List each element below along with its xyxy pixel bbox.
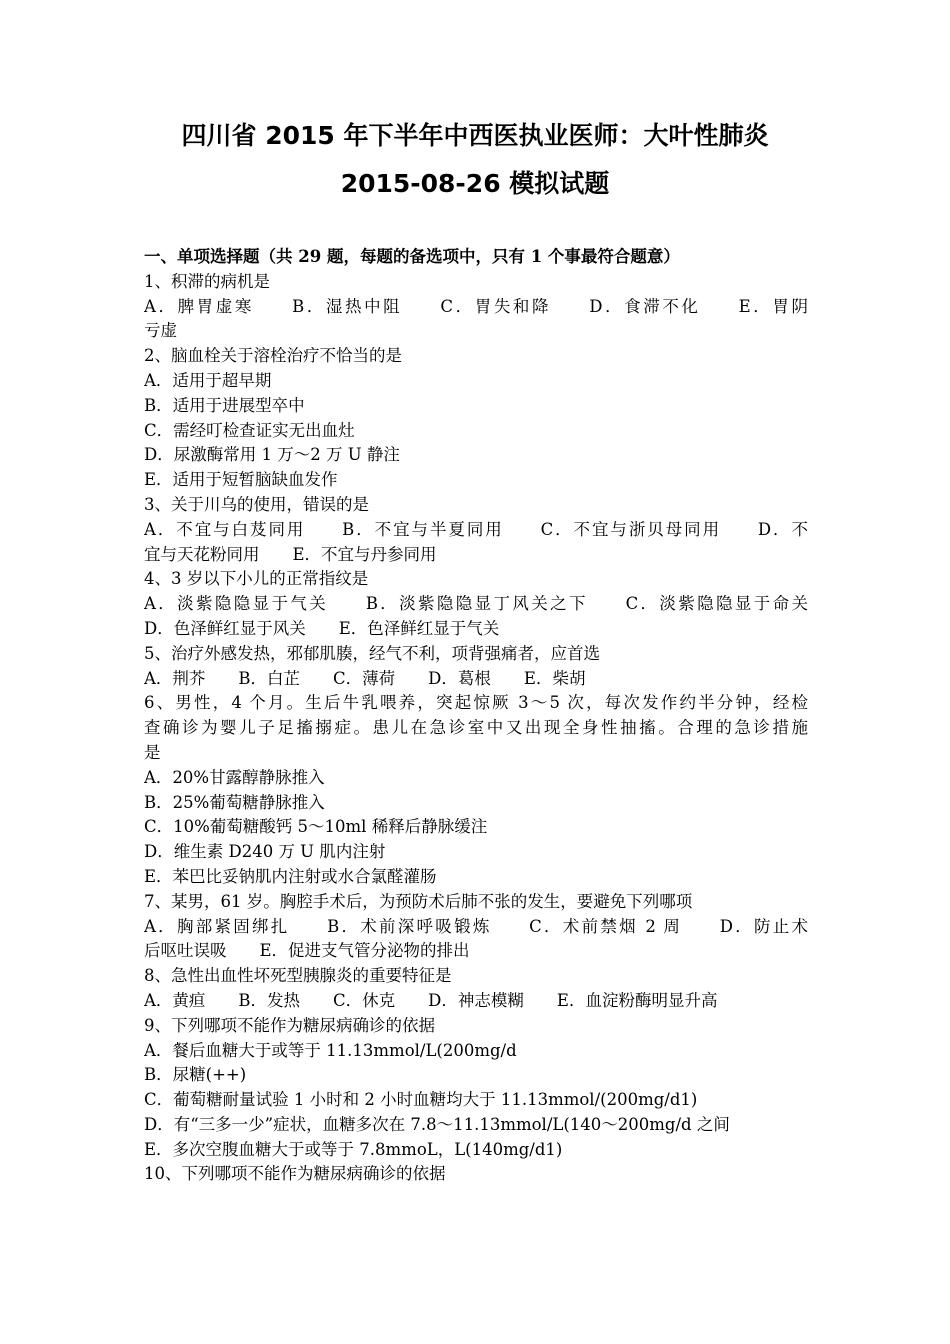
question-stem: 是 xyxy=(144,742,161,762)
question xyxy=(144,964,808,1014)
question-option: A．适用于超早期 xyxy=(144,370,272,390)
question xyxy=(144,1162,808,1187)
question-stem: 6、男性，4 个月。生后牛乳喂养，突起惊厥 3～5 次，每次发作约半分钟，经检 xyxy=(144,693,808,713)
question-stem: 2、脑血栓关于溶栓治疗不恰当的是 xyxy=(144,346,402,366)
question-option: B．25%葡萄糖静脉推入 xyxy=(144,792,325,812)
question-stem: 1、积滞的病机是 xyxy=(144,271,270,291)
question xyxy=(144,1014,808,1163)
question-option: A．不宜与白芨同用 B．不宜与半夏同用 C．不宜与浙贝母同用 D．不 xyxy=(144,519,808,539)
question-option: A．淡紫隐隐显于气关 B．淡紫隐隐显丁风关之下 C．淡紫隐隐显于命关 xyxy=(144,594,808,614)
question-option: D．维生素 D240 万 U 肌内注射 xyxy=(144,842,386,862)
question-option: A．脾胃虚寒 B．湿热中阻 C．胃失和降 D．食滞不化 E．胃阴 xyxy=(144,296,808,316)
question-option: E．多次空腹血糖大于或等于 7.8mmoL，L(140mg/d1) xyxy=(144,1139,563,1159)
question xyxy=(144,344,808,493)
document-body xyxy=(144,245,808,1187)
question-option: D．色泽鲜红显于风关 E．色泽鲜红显于气关 xyxy=(144,618,500,638)
question-option: E．苯巴比妥钠肌内注射或水合氯醛灌肠 xyxy=(144,866,437,886)
question-option: B．尿糖(++) xyxy=(144,1065,247,1085)
question-stem: 查确诊为婴儿子足搐搦症。患儿在急诊室中又出现全身性抽搐。合理的急诊措施 xyxy=(144,718,808,738)
question-option: E．适用于短暂脑缺血发作 xyxy=(144,470,338,490)
question xyxy=(144,890,808,964)
question xyxy=(144,642,808,692)
question-option: D．有“三多一少”症状，血糖多次在 7.8～11.13mmol/L(140～200mg/d 之间 xyxy=(144,1114,730,1134)
question-option: A．20%甘露醇静脉推入 xyxy=(144,767,325,787)
question-stem: 7、某男，61 岁。胸腔手术后，为预防术后肺不张的发生，要避免下列哪项 xyxy=(144,891,693,911)
question-stem: 5、治疗外感发热，邪郁肌腠，经气不利，项背强痛者，应首选 xyxy=(144,643,600,663)
question-option: A．荆芥 B．白芷 C．薄荷 D．葛根 E．柴胡 xyxy=(144,668,586,688)
question-option: A．胸部紧固绑扎 B．术前深呼吸锻炼 C．术前禁烟 2 周 D．防止术 xyxy=(144,916,808,936)
question-stem: 10、下列哪项不能作为糖尿病确诊的依据 xyxy=(144,1164,446,1184)
question-option: A．餐后血糖大于或等于 11.13mmol/L(200mg/d xyxy=(144,1040,517,1060)
question-option: A．黄疸 B．发热 C．休克 D．神志模糊 E．血淀粉酶明显升高 xyxy=(144,990,718,1010)
question xyxy=(144,567,808,641)
question-stem: 3、关于川乌的使用，错误的是 xyxy=(144,494,369,514)
question-option: C．10%葡萄糖酸钙 5～10ml 稀释后静脉缓注 xyxy=(144,817,488,837)
question xyxy=(144,691,808,889)
question-option: 后呕吐误吸 E．促进支气管分泌物的排出 xyxy=(144,941,470,961)
question xyxy=(144,493,808,567)
question-option: 亏虚 xyxy=(144,321,177,341)
document-title-line-2: 2015-08-26 模拟试题 xyxy=(340,169,610,198)
question-stem: 8、急性出血性坏死型胰腺炎的重要特征是 xyxy=(144,966,452,986)
question-stem: 4、3 岁以下小儿的正常指纹是 xyxy=(144,569,369,589)
question-option: D．尿激酶常用 1 万～2 万 U 静注 xyxy=(144,445,400,465)
question-option: B．适用于进展型卒中 xyxy=(144,395,305,415)
document-title-line-1: 四川省 2015 年下半年中西医执业医师：大叶性肺炎 xyxy=(181,121,769,150)
question-option: C．葡萄糖耐量试验 1 小时和 2 小时血糖均大于 11.13mmol/(200mg/d1) xyxy=(144,1090,698,1110)
question-stem: 9、下列哪项不能作为糖尿病确诊的依据 xyxy=(144,1015,435,1035)
question xyxy=(144,270,808,344)
section-heading: 一、单项选择题（共 29 题，每题的备选项中，只有 1 个事最符合题意） xyxy=(144,247,680,266)
question-option: 宜与天花粉同用 E．不宜与丹参同用 xyxy=(144,544,437,564)
question-option: C．需经叮检查证实无出血灶 xyxy=(144,420,355,440)
